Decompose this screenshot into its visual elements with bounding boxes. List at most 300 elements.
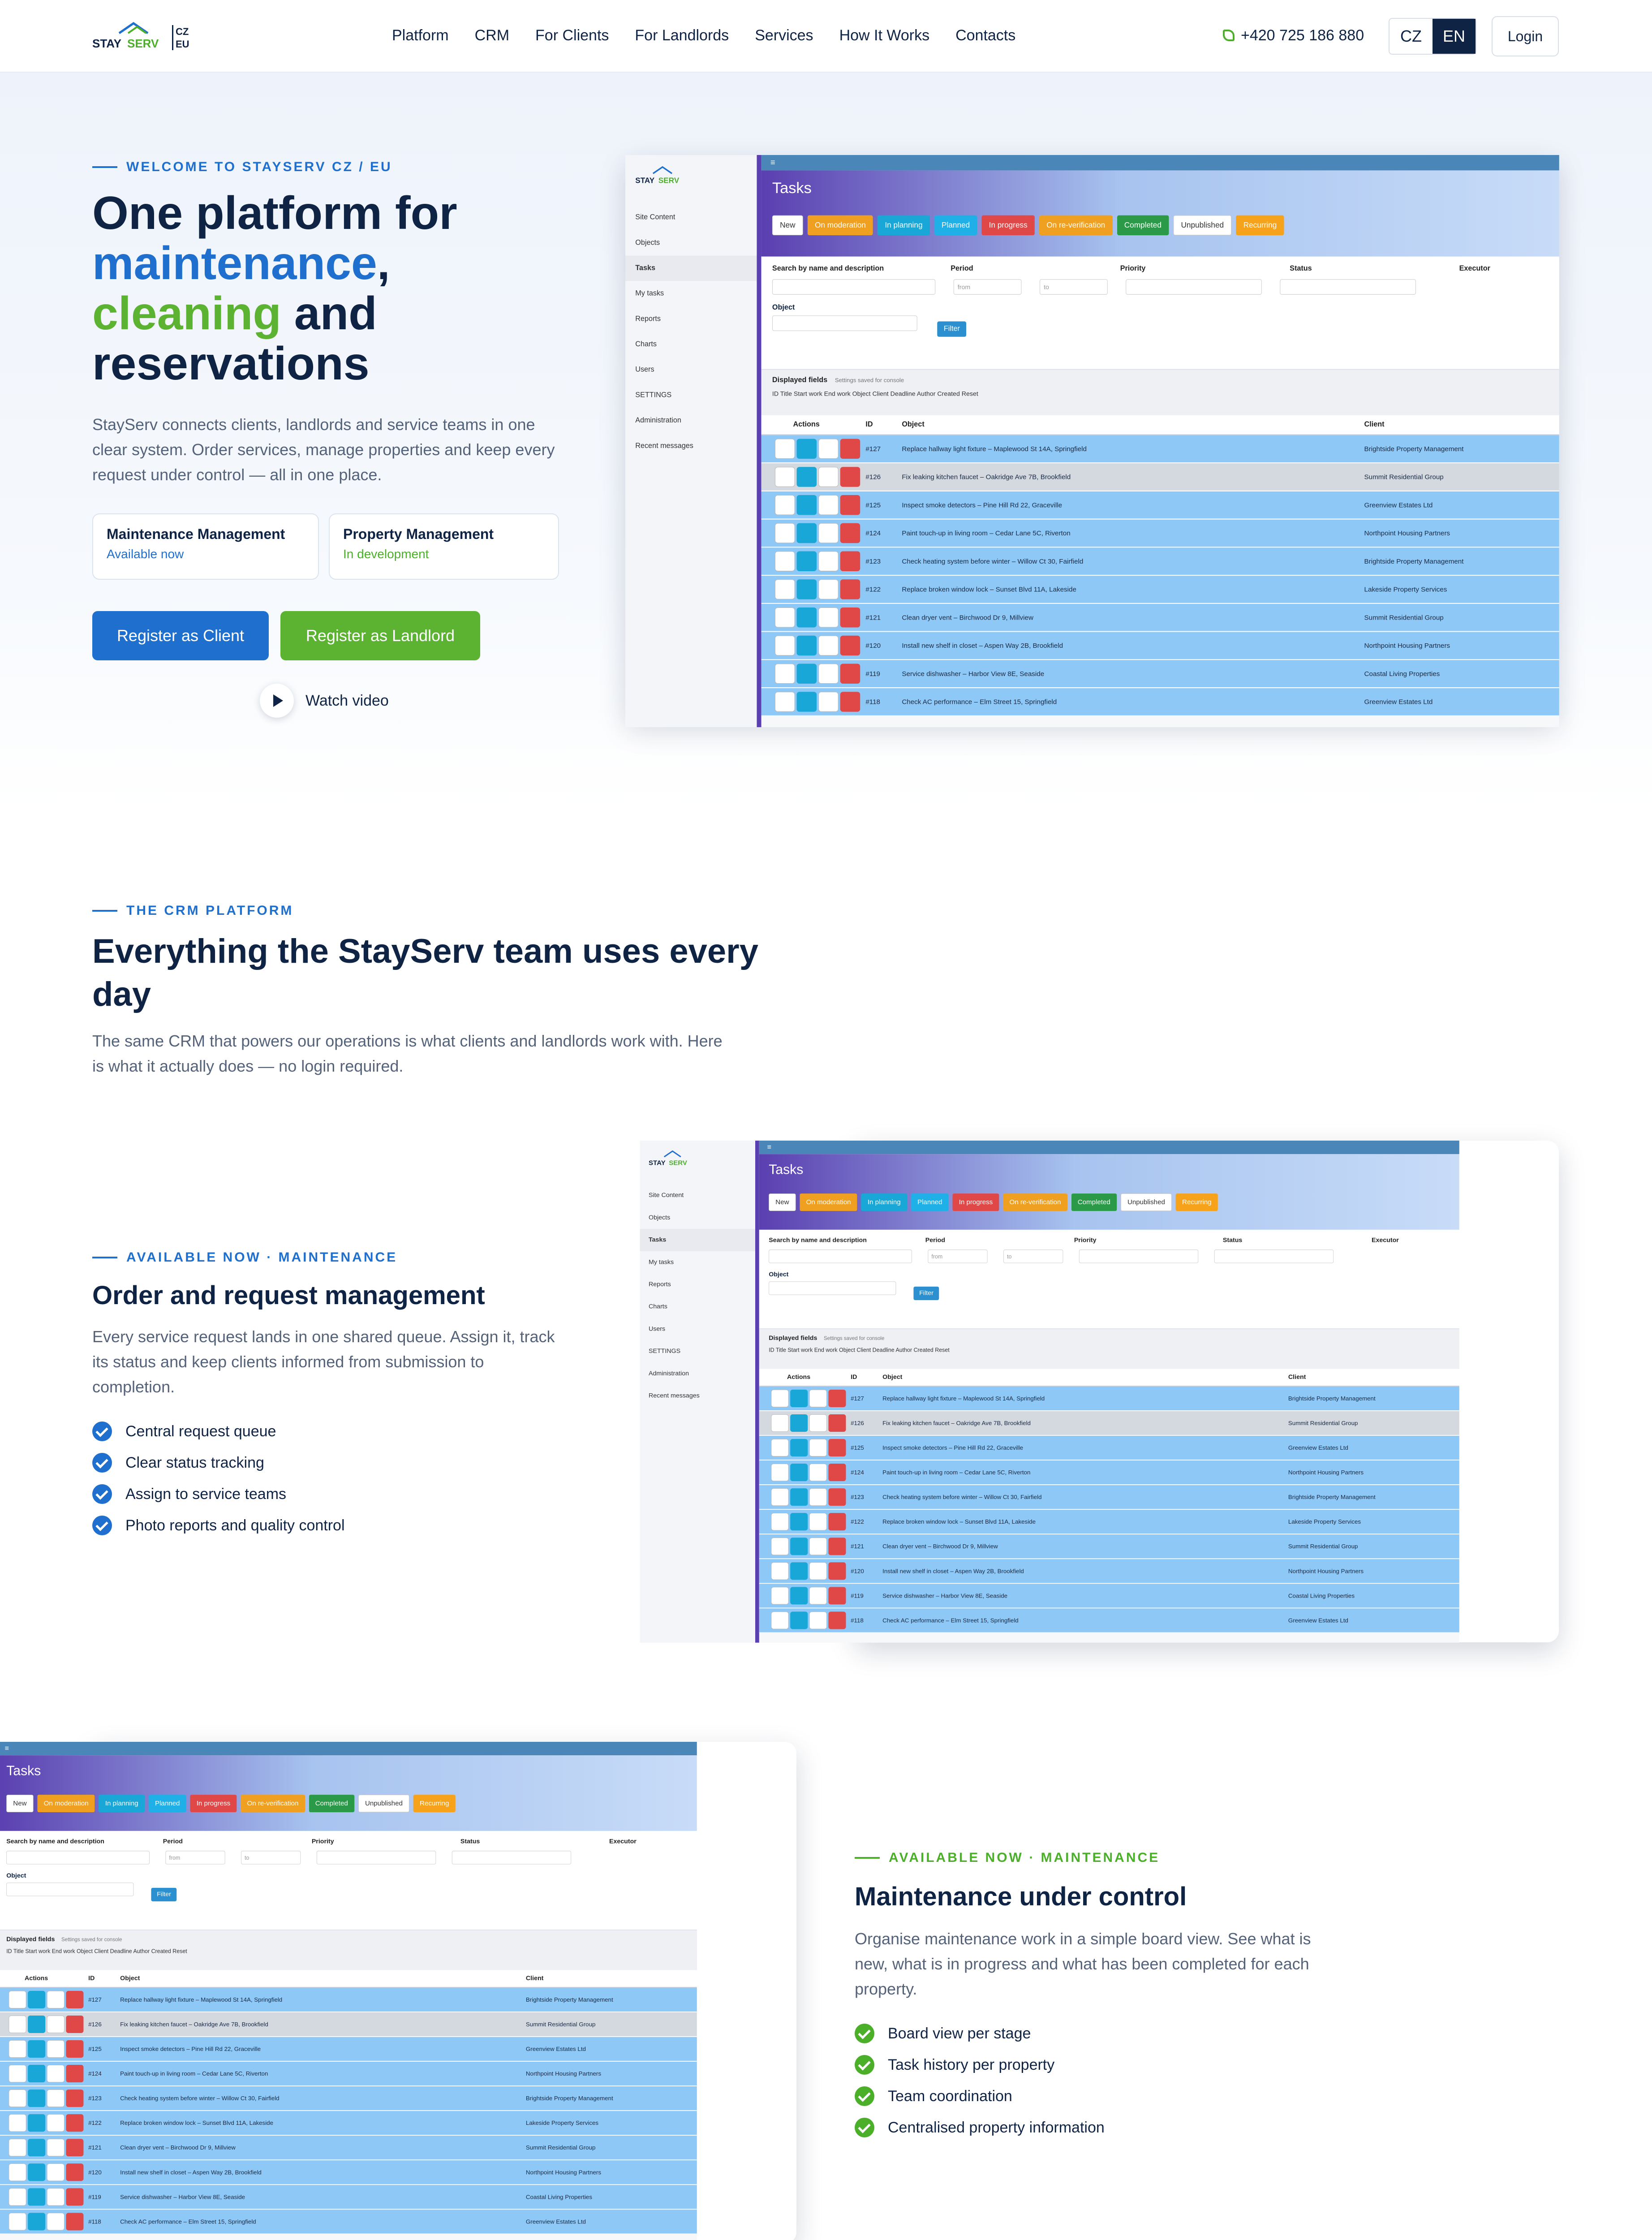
cell-client: Northpoint Housing Partners bbox=[1364, 529, 1450, 537]
status-chip[interactable]: On moderation bbox=[808, 215, 873, 236]
copy-icon[interactable] bbox=[9, 2114, 26, 2132]
copy-icon[interactable] bbox=[775, 636, 795, 656]
table-row[interactable] bbox=[761, 632, 1559, 660]
view-icon[interactable] bbox=[28, 2139, 45, 2156]
delete-icon[interactable] bbox=[66, 1991, 83, 2008]
status-chip[interactable]: Completed bbox=[309, 1795, 354, 1812]
status-chip[interactable]: New bbox=[6, 1795, 33, 1812]
delete-icon[interactable] bbox=[828, 1538, 846, 1555]
cell-id: #119 bbox=[88, 2193, 101, 2201]
copy-icon[interactable] bbox=[775, 439, 795, 459]
crm-sidebar-item[interactable]: Site Content bbox=[635, 213, 675, 221]
view-icon[interactable] bbox=[797, 692, 817, 712]
delete-icon[interactable] bbox=[840, 439, 860, 459]
nav-link-contacts[interactable]: Contacts bbox=[955, 27, 1016, 44]
cell-object: Install new shelf in closet – Aspen Way 2B, Brookfield bbox=[120, 2169, 262, 2176]
crm-sidebar-item[interactable]: Reports bbox=[649, 1281, 671, 1288]
edit-icon[interactable] bbox=[47, 2040, 65, 2058]
copy-icon[interactable] bbox=[771, 1538, 789, 1555]
cell-id: #126 bbox=[851, 1419, 864, 1427]
view-icon[interactable] bbox=[797, 636, 817, 656]
edit-icon[interactable] bbox=[818, 579, 839, 599]
stayserv-logo[interactable] bbox=[92, 20, 195, 54]
table-row[interactable] bbox=[0, 2062, 697, 2086]
crm-sidebar-item[interactable]: SETTINGS bbox=[649, 1348, 681, 1355]
period-from-input[interactable]: from bbox=[165, 1851, 225, 1864]
copy-icon[interactable] bbox=[775, 579, 795, 599]
period-to-input[interactable]: to bbox=[241, 1851, 301, 1864]
status-chip[interactable]: Planned bbox=[934, 215, 977, 236]
view-icon[interactable] bbox=[797, 439, 817, 459]
crm-sidebar-item[interactable]: Recent messages bbox=[649, 1392, 700, 1400]
status-chip[interactable]: On re-verification bbox=[241, 1795, 305, 1812]
view-icon[interactable] bbox=[797, 579, 817, 599]
edit-icon[interactable] bbox=[809, 1439, 827, 1456]
status-select[interactable] bbox=[452, 1851, 571, 1864]
phone-link[interactable] bbox=[1223, 27, 1364, 44]
crm-sidebar bbox=[640, 1141, 759, 1643]
delete-icon[interactable] bbox=[840, 636, 860, 656]
edit-icon[interactable] bbox=[818, 495, 839, 515]
delete-icon[interactable] bbox=[66, 2040, 83, 2058]
hero-title: One platform for maintenance, cleaning and reservations bbox=[92, 187, 457, 390]
lang-cz[interactable]: CZ bbox=[1400, 27, 1422, 45]
table-row[interactable] bbox=[761, 604, 1559, 632]
edit-icon[interactable] bbox=[809, 1464, 827, 1481]
table-row[interactable] bbox=[759, 1436, 1459, 1460]
view-icon[interactable] bbox=[797, 523, 817, 543]
cell-id: #127 bbox=[88, 1996, 102, 2003]
cell-client: Greenview Estates Ltd bbox=[525, 2045, 586, 2053]
status-chip[interactable]: Unpublished bbox=[1173, 215, 1231, 236]
delete-icon[interactable] bbox=[828, 1390, 846, 1407]
hero-kicker: WELCOME TO STAYSERV CZ / EU bbox=[92, 159, 392, 175]
status-chip[interactable]: On moderation bbox=[800, 1193, 857, 1211]
card-property-management: Property Management In development bbox=[329, 513, 559, 580]
delete-icon[interactable] bbox=[828, 1414, 846, 1432]
status-chip[interactable]: Recurring bbox=[413, 1795, 456, 1812]
displayed-fields: Displayed fields Settings saved for console ID Title Start work End work Object Client Deadline Author Created Reset bbox=[0, 1930, 697, 1970]
table-row[interactable] bbox=[761, 660, 1559, 688]
delete-icon[interactable] bbox=[840, 692, 860, 712]
view-icon[interactable] bbox=[28, 2163, 45, 2181]
check-icon bbox=[855, 2118, 874, 2137]
nav-link-services[interactable]: Services bbox=[755, 27, 813, 44]
status-chip[interactable]: Recurring bbox=[1236, 215, 1284, 236]
copy-icon[interactable] bbox=[771, 1464, 789, 1481]
delete-icon[interactable] bbox=[840, 579, 860, 599]
cell-id: #121 bbox=[88, 2144, 102, 2151]
copy-icon[interactable] bbox=[771, 1390, 789, 1407]
view-icon[interactable] bbox=[797, 467, 817, 487]
edit-icon[interactable] bbox=[809, 1587, 827, 1604]
view-icon[interactable] bbox=[790, 1390, 808, 1407]
table-row[interactable] bbox=[0, 2111, 697, 2136]
table-row[interactable] bbox=[759, 1559, 1459, 1584]
view-icon[interactable] bbox=[28, 1991, 45, 2008]
cell-object: Replace broken window lock – Sunset Blvd 11A, Lakeside bbox=[882, 1518, 1036, 1525]
view-icon[interactable] bbox=[28, 2213, 45, 2230]
crm-sidebar-item[interactable]: SETTINGS bbox=[635, 391, 672, 399]
hamburger-icon[interactable]: ≡ bbox=[761, 155, 1559, 170]
delete-icon[interactable] bbox=[66, 2089, 83, 2107]
nav-link-platform[interactable]: Platform bbox=[392, 27, 449, 44]
edit-icon[interactable] bbox=[47, 2188, 65, 2206]
edit-icon[interactable] bbox=[47, 1991, 65, 2008]
delete-icon[interactable] bbox=[840, 663, 860, 684]
status-chip[interactable]: Planned bbox=[911, 1193, 949, 1211]
edit-icon[interactable] bbox=[809, 1488, 827, 1506]
status-chip[interactable]: In progress bbox=[190, 1795, 237, 1812]
edit-icon[interactable] bbox=[809, 1414, 827, 1432]
filter-button[interactable]: Filter bbox=[914, 1287, 939, 1300]
status-chip[interactable]: In progress bbox=[981, 215, 1034, 236]
delete-icon[interactable] bbox=[66, 2213, 83, 2230]
cell-object: Inspect smoke detectors – Pine Hill Rd 22, Graceville bbox=[120, 2045, 261, 2053]
delete-icon[interactable] bbox=[840, 495, 860, 515]
nav-link-for-landlords[interactable]: For Landlords bbox=[635, 27, 729, 44]
view-icon[interactable] bbox=[797, 607, 817, 628]
view-icon[interactable] bbox=[28, 2016, 45, 2033]
crm-sidebar-item[interactable]: Site Content bbox=[649, 1192, 684, 1199]
status-chip[interactable]: New bbox=[769, 1193, 796, 1211]
copy-icon[interactable] bbox=[775, 551, 795, 571]
crm-sidebar-item[interactable]: Users bbox=[635, 366, 654, 374]
delete-icon[interactable] bbox=[828, 1611, 846, 1629]
section2-lead: Organise maintenance work in a simple board view. See what is new, what is in progress and what has been completed for each property. bbox=[855, 1930, 1311, 1998]
cell-client: Summit Residential Group bbox=[1364, 473, 1444, 481]
table-row[interactable] bbox=[0, 2185, 697, 2210]
register-client-button[interactable]: Register as Client bbox=[92, 611, 269, 660]
view-icon[interactable] bbox=[28, 2188, 45, 2206]
search-input[interactable] bbox=[769, 1249, 912, 1263]
delete-icon[interactable] bbox=[828, 1439, 846, 1456]
hamburger-icon[interactable]: ≡ bbox=[759, 1141, 1459, 1154]
cell-object: Fix leaking kitchen faucet – Oakridge Ave 7B, Brookfield bbox=[120, 2020, 268, 2028]
status-chip[interactable]: Unpublished bbox=[358, 1795, 409, 1812]
edit-icon[interactable] bbox=[809, 1513, 827, 1530]
delete-icon[interactable] bbox=[840, 523, 860, 543]
edit-icon[interactable] bbox=[809, 1611, 827, 1629]
check-icon bbox=[855, 2086, 874, 2106]
view-icon[interactable] bbox=[797, 495, 817, 515]
delete-icon[interactable] bbox=[66, 2163, 83, 2181]
edit-icon[interactable] bbox=[47, 2139, 65, 2156]
table-row[interactable] bbox=[759, 1485, 1459, 1510]
table-row[interactable] bbox=[0, 2136, 697, 2160]
delete-icon[interactable] bbox=[828, 1587, 846, 1604]
table-row[interactable] bbox=[759, 1411, 1459, 1436]
section2-features bbox=[855, 2018, 1105, 2143]
filter-button[interactable]: Filter bbox=[938, 321, 966, 336]
view-icon[interactable] bbox=[790, 1587, 808, 1604]
register-landlord-button[interactable]: Register as Landlord bbox=[280, 611, 480, 660]
view-icon[interactable] bbox=[790, 1464, 808, 1481]
copy-icon[interactable] bbox=[771, 1562, 789, 1580]
status-select[interactable] bbox=[1214, 1249, 1334, 1263]
delete-icon[interactable] bbox=[66, 2114, 83, 2132]
delete-icon[interactable] bbox=[828, 1513, 846, 1530]
table-row[interactable] bbox=[761, 576, 1559, 604]
cell-id: #121 bbox=[865, 613, 881, 621]
crm-sidebar-item[interactable]: Tasks bbox=[625, 256, 757, 281]
view-icon[interactable] bbox=[790, 1488, 808, 1506]
table-row[interactable] bbox=[759, 1460, 1459, 1485]
view-icon[interactable] bbox=[790, 1414, 808, 1432]
status-select[interactable] bbox=[1280, 279, 1416, 294]
object-select[interactable] bbox=[772, 315, 917, 331]
copy-icon[interactable] bbox=[9, 2213, 26, 2230]
status-chip[interactable]: On moderation bbox=[37, 1795, 95, 1812]
cell-client: Brightside Property Management bbox=[525, 1996, 613, 2003]
cell-id: #124 bbox=[88, 2070, 102, 2077]
view-icon[interactable] bbox=[28, 2089, 45, 2107]
nav-link-how-it-works[interactable]: How It Works bbox=[839, 27, 930, 44]
cell-object: Service dishwasher – Harbor View 8E, Seaside bbox=[902, 670, 1045, 678]
period-to-input[interactable]: to bbox=[1003, 1249, 1063, 1263]
view-icon[interactable] bbox=[28, 2040, 45, 2058]
table-row[interactable] bbox=[761, 435, 1559, 463]
view-icon[interactable] bbox=[797, 551, 817, 571]
copy-icon[interactable] bbox=[771, 1488, 789, 1506]
status-chip[interactable]: Planned bbox=[149, 1795, 186, 1812]
view-icon[interactable] bbox=[790, 1562, 808, 1580]
edit-icon[interactable] bbox=[818, 607, 839, 628]
copy-icon[interactable] bbox=[9, 2040, 26, 2058]
status-chip[interactable]: In planning bbox=[99, 1795, 145, 1812]
cell-id: #120 bbox=[865, 642, 881, 650]
copy-icon[interactable] bbox=[775, 607, 795, 628]
crm-sidebar-item[interactable]: Users bbox=[649, 1325, 666, 1333]
table-row[interactable] bbox=[0, 2086, 697, 2111]
copy-icon[interactable] bbox=[775, 663, 795, 684]
status-chip[interactable]: Completed bbox=[1071, 1193, 1117, 1211]
table-row[interactable] bbox=[0, 2037, 697, 2062]
status-chip[interactable]: On re-verification bbox=[1039, 215, 1112, 236]
language-switcher bbox=[1389, 18, 1476, 55]
cell-object: Fix leaking kitchen faucet – Oakridge Ave 7B, Brookfield bbox=[882, 1419, 1031, 1427]
table-row[interactable] bbox=[0, 1988, 697, 2012]
view-icon[interactable] bbox=[28, 2114, 45, 2132]
table-row[interactable] bbox=[759, 1534, 1459, 1559]
edit-icon[interactable] bbox=[818, 692, 839, 712]
delete-icon[interactable] bbox=[66, 2016, 83, 2033]
table-row[interactable] bbox=[761, 547, 1559, 576]
table-row[interactable] bbox=[761, 688, 1559, 716]
table-row[interactable] bbox=[759, 1608, 1459, 1633]
edit-icon[interactable] bbox=[47, 2065, 65, 2082]
cell-id: #122 bbox=[865, 585, 881, 594]
cell-id: #125 bbox=[851, 1444, 864, 1452]
crm-sidebar-item[interactable]: Reports bbox=[635, 315, 661, 323]
displayed-fields: Displayed fields Settings saved for console ID Title Start work End work Object Client Deadline Author Created Reset bbox=[759, 1329, 1459, 1369]
delete-icon[interactable] bbox=[840, 467, 860, 487]
table-row[interactable] bbox=[0, 2012, 697, 2037]
delete-icon[interactable] bbox=[66, 2188, 83, 2206]
edit-icon[interactable] bbox=[47, 2213, 65, 2230]
object-select[interactable] bbox=[6, 1882, 133, 1896]
status-chip[interactable]: In planning bbox=[878, 215, 930, 236]
crm-sidebar-item[interactable]: Administration bbox=[635, 416, 681, 425]
table-row[interactable] bbox=[761, 520, 1559, 548]
delete-icon[interactable] bbox=[828, 1562, 846, 1580]
status-chip[interactable]: Completed bbox=[1117, 215, 1169, 236]
lang-en[interactable]: EN bbox=[1433, 19, 1476, 54]
cell-id: #123 bbox=[851, 1494, 864, 1501]
cell-client: Coastal Living Properties bbox=[1288, 1592, 1355, 1599]
card-maintenance-management: Maintenance Management Available now bbox=[92, 513, 319, 580]
crm-sidebar-item[interactable]: Objects bbox=[635, 239, 660, 247]
edit-icon[interactable] bbox=[47, 2163, 65, 2181]
login-button[interactable]: Login bbox=[1492, 16, 1559, 56]
nav-link-for-clients[interactable]: For Clients bbox=[535, 27, 609, 44]
priority-select[interactable] bbox=[1079, 1249, 1198, 1263]
table-row[interactable] bbox=[761, 491, 1559, 520]
feature-item: Central request queue bbox=[92, 1416, 345, 1447]
priority-select[interactable] bbox=[1126, 279, 1262, 294]
edit-icon[interactable] bbox=[809, 1538, 827, 1555]
crm-sidebar-item[interactable]: My tasks bbox=[635, 289, 664, 297]
edit-icon[interactable] bbox=[818, 467, 839, 487]
period-from-input[interactable]: from bbox=[954, 279, 1022, 294]
edit-icon[interactable] bbox=[809, 1562, 827, 1580]
copy-icon[interactable] bbox=[9, 2188, 26, 2206]
view-icon[interactable] bbox=[797, 663, 817, 684]
crm-sidebar-item[interactable]: Charts bbox=[635, 340, 657, 349]
table-row[interactable] bbox=[759, 1387, 1459, 1411]
search-input[interactable] bbox=[6, 1851, 150, 1864]
delete-icon[interactable] bbox=[840, 551, 860, 571]
status-chip[interactable]: New bbox=[772, 215, 803, 236]
period-from-input[interactable]: from bbox=[928, 1249, 987, 1263]
copy-icon[interactable] bbox=[9, 1991, 26, 2008]
copy-icon[interactable] bbox=[9, 2089, 26, 2107]
copy-icon[interactable] bbox=[9, 2163, 26, 2181]
copy-icon[interactable] bbox=[9, 2139, 26, 2156]
cell-id: #124 bbox=[851, 1469, 864, 1476]
cell-client: Summit Residential Group bbox=[1288, 1419, 1358, 1427]
edit-icon[interactable] bbox=[809, 1390, 827, 1407]
priority-select[interactable] bbox=[317, 1851, 436, 1864]
delete-icon[interactable] bbox=[828, 1488, 846, 1506]
copy-icon[interactable] bbox=[9, 2065, 26, 2082]
copy-icon[interactable] bbox=[775, 692, 795, 712]
edit-icon[interactable] bbox=[818, 636, 839, 656]
delete-icon[interactable] bbox=[828, 1464, 846, 1481]
table-row[interactable] bbox=[0, 2210, 697, 2234]
crm-sidebar-item[interactable]: Charts bbox=[649, 1303, 667, 1310]
edit-icon[interactable] bbox=[47, 2089, 65, 2107]
status-chips bbox=[6, 1795, 687, 1812]
crm-sidebar-item[interactable]: Objects bbox=[649, 1214, 671, 1221]
status-chip[interactable]: In progress bbox=[952, 1193, 999, 1211]
copy-icon[interactable] bbox=[771, 1439, 789, 1456]
search-input[interactable] bbox=[772, 279, 935, 294]
tasks-table: Actions ID Object Client #127 Replace hallway light fixture – Maplewood St 14A, Springfield Brightside Property Management #126 Fix leaking kitchen faucet – Oakridge Ave 7B, Brookfield Summit Residential Group #125 Inspect smoke detectors – Pine Hill Rd 22, Graceville Greenview Estates Ltd #124 Paint touch-up in living room – Cedar Lane 5C, Riverton Northpoint Housing Partners #123 Check heating system before winter – Willow Ct 30, Fairfield Brightside Property Management #122 Replace broken window lock – Sunset Blvd 11A, Lakeside Lakeside Property Services #121 Clean dryer vent – Birchwood Dr 9, Millview Summit Residential Group #120 Install new shelf in closet – Aspen Way 2B, Brookfield Northpoint Housing Partners #119 Service dishwasher – Harbor View 8E, Seaside Coastal Living Properties #118 Check AC performance – Elm Street 15, Springfield Greenview Estates Ltd bbox=[0, 1970, 697, 2235]
cell-client: Summit Residential Group bbox=[1364, 613, 1444, 621]
delete-icon[interactable] bbox=[66, 2065, 83, 2082]
filter-button[interactable]: Filter bbox=[151, 1888, 176, 1901]
status-chip[interactable]: In planning bbox=[861, 1193, 907, 1211]
cell-object: Replace hallway light fixture – Maplewood St 14A, Springfield bbox=[902, 445, 1087, 453]
status-chip[interactable]: On re-verification bbox=[1003, 1193, 1067, 1211]
copy-icon[interactable] bbox=[771, 1611, 789, 1629]
field-checkboxes[interactable]: ID Title Start work End work Object Client Deadline Author Created Reset bbox=[769, 1346, 950, 1353]
copy-icon[interactable] bbox=[775, 467, 795, 487]
cell-client: Lakeside Property Services bbox=[525, 2119, 599, 2127]
table-row[interactable] bbox=[759, 1510, 1459, 1534]
cell-id: #125 bbox=[88, 2045, 102, 2053]
cell-object: Inspect smoke detectors – Pine Hill Rd 22, Graceville bbox=[902, 501, 1063, 509]
view-icon[interactable] bbox=[790, 1538, 808, 1555]
crm-sidebar-item[interactable]: Administration bbox=[649, 1370, 689, 1377]
edit-icon[interactable] bbox=[818, 663, 839, 684]
cell-object: Install new shelf in closet – Aspen Way 2B, Brookfield bbox=[882, 1568, 1024, 1575]
crm-page-title: Tasks bbox=[769, 1162, 804, 1177]
crm-sidebar-item[interactable]: My tasks bbox=[649, 1258, 674, 1266]
object-select[interactable] bbox=[769, 1281, 896, 1295]
table-row[interactable] bbox=[759, 1584, 1459, 1608]
cell-object: Check AC performance – Elm Street 15, Springfield bbox=[120, 2218, 256, 2225]
table-row[interactable] bbox=[0, 2160, 697, 2185]
watch-video-button[interactable]: Watch video bbox=[260, 684, 389, 718]
crm-sidebar-item[interactable]: Recent messages bbox=[635, 442, 693, 450]
status-chip[interactable]: Recurring bbox=[1176, 1193, 1218, 1211]
view-icon[interactable] bbox=[790, 1513, 808, 1530]
field-checkboxes[interactable]: ID Title Start work End work Object Client Deadline Author Created Reset bbox=[6, 1947, 187, 1955]
period-to-input[interactable]: to bbox=[1040, 279, 1108, 294]
nav-link-crm[interactable]: CRM bbox=[474, 27, 510, 44]
view-icon[interactable] bbox=[790, 1611, 808, 1629]
edit-icon[interactable] bbox=[818, 523, 839, 543]
section2-title: Maintenance under control bbox=[855, 1882, 1187, 1911]
edit-icon[interactable] bbox=[818, 551, 839, 571]
copy-icon[interactable] bbox=[771, 1414, 789, 1432]
copy-icon[interactable] bbox=[771, 1513, 789, 1530]
copy-icon[interactable] bbox=[9, 2016, 26, 2033]
svg-text:STAY: STAY bbox=[649, 1159, 666, 1167]
edit-icon[interactable] bbox=[47, 2114, 65, 2132]
view-icon[interactable] bbox=[790, 1439, 808, 1456]
crm-logo bbox=[640, 1141, 755, 1185]
cell-client: Greenview Estates Ltd bbox=[1288, 1444, 1348, 1452]
crm-sidebar-item[interactable]: Tasks bbox=[640, 1229, 755, 1251]
section1-features bbox=[92, 1416, 345, 1541]
table-row[interactable] bbox=[761, 463, 1559, 491]
section1-kicker: AVAILABLE NOW · MAINTENANCE bbox=[92, 1250, 397, 1265]
cell-client: Greenview Estates Ltd bbox=[1364, 501, 1433, 509]
crm-screenshot-2 bbox=[4, 1742, 796, 2240]
view-icon[interactable] bbox=[28, 2065, 45, 2082]
copy-icon[interactable] bbox=[775, 495, 795, 515]
feature-item: Photo reports and quality control bbox=[92, 1510, 345, 1541]
field-checkboxes[interactable]: ID Title Start work End work Object Client Deadline Author Created Reset bbox=[772, 390, 978, 397]
cell-client: Northpoint Housing Partners bbox=[1288, 1469, 1364, 1476]
edit-icon[interactable] bbox=[818, 439, 839, 459]
edit-icon[interactable] bbox=[47, 2016, 65, 2033]
hamburger-icon[interactable]: ≡ bbox=[0, 1742, 697, 1755]
check-icon bbox=[92, 1422, 112, 1441]
cell-client: Brightside Property Management bbox=[1288, 1395, 1376, 1402]
delete-icon[interactable] bbox=[840, 607, 860, 628]
delete-icon[interactable] bbox=[66, 2139, 83, 2156]
play-icon bbox=[260, 684, 294, 718]
copy-icon[interactable] bbox=[771, 1587, 789, 1604]
cell-client: Summit Residential Group bbox=[525, 2020, 596, 2028]
object-label: Object bbox=[769, 1271, 789, 1278]
status-chip[interactable]: Unpublished bbox=[1121, 1193, 1172, 1211]
copy-icon[interactable] bbox=[775, 523, 795, 543]
